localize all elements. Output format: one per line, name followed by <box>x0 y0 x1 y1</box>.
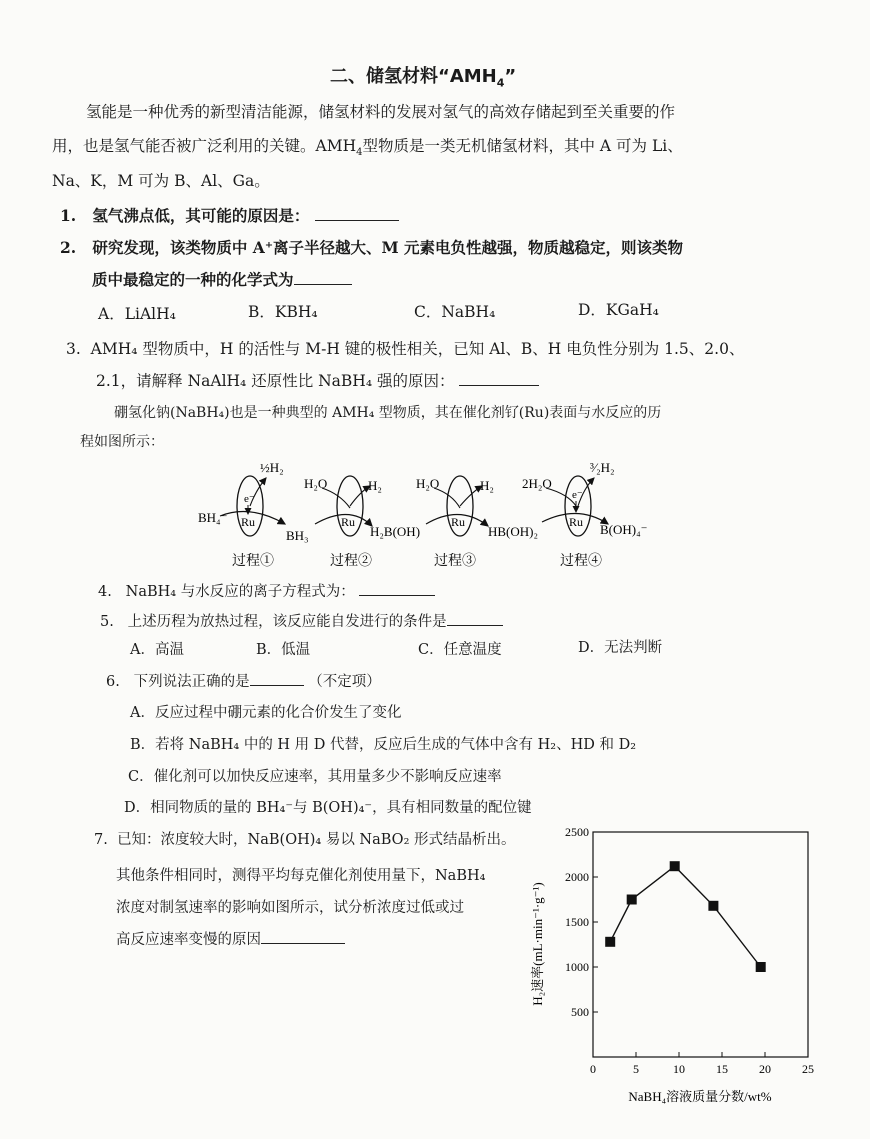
h2-rate-chart <box>520 820 830 1110</box>
q3-line-1: AMH₄ 型物质中，H 的活性与 M-H 键的极性相关，已知 Al、B、H 电负性分别为 1.5、2.0、 <box>90 340 745 358</box>
question-5 <box>100 610 503 631</box>
x-tick-label: 25 <box>802 1062 814 1076</box>
species-boh4: B(OH)₄⁻ <box>600 522 648 537</box>
q6-option-d[interactable]: D．相同物质的量的 BH₄⁻与 B(OH)₄⁻，具有相同数量的配位键 <box>124 800 532 816</box>
title-end: ” <box>504 66 517 87</box>
q4-number: 4. <box>98 584 112 600</box>
q3-number: 3. <box>66 340 81 358</box>
q5-option-a[interactable]: A．高温 <box>130 642 184 658</box>
x-tick-label: 20 <box>759 1062 771 1076</box>
ru-label-3: Ru <box>451 515 466 529</box>
q2-line-2-row <box>92 268 352 290</box>
x-tick-label: 5 <box>633 1062 639 1076</box>
intro-line-2b: 型物质是一类无机储氢材料，其中 A 可为 Li、 <box>362 137 683 155</box>
q5-text: 上述历程为放热过程，该反应能自发进行的条件是 <box>127 614 447 630</box>
q6-number: 6. <box>106 674 120 690</box>
x-tick-label: 0 <box>590 1062 596 1076</box>
q5-option-b[interactable]: B．低温 <box>256 642 311 658</box>
q4-text: NaBH₄ 与水反应的离子方程式为： <box>125 584 355 600</box>
step-label-2: 过程② <box>330 554 372 569</box>
q3-line-2-row <box>96 369 539 391</box>
data-point-marker <box>756 962 766 972</box>
q7-answer-blank[interactable] <box>261 929 345 944</box>
q2-option-c[interactable]: C．NaBH₄ <box>414 303 496 321</box>
q5-option-d[interactable]: D．无法判断 <box>578 640 663 656</box>
ru-label-2: Ru <box>341 515 356 529</box>
q7-number: 7. <box>94 832 108 848</box>
para2-line-2: 程如图所示： <box>80 434 164 450</box>
q1-text: 氢气沸点低，其可能的原因是： <box>92 206 310 225</box>
chart-y-axis-label: H₂速率(mL·min⁻¹·g⁻¹) <box>530 882 545 1006</box>
q1-number: 1. <box>60 206 77 225</box>
y-tick-label: 500 <box>571 1005 589 1019</box>
q7-line-4-row <box>116 928 345 949</box>
q2-line-2: 质中最稳定的一种的化学式为 <box>92 270 294 289</box>
series-line <box>610 866 761 967</box>
para2-line-1: 硼氢化钠(NaBH₄)也是一种典型的 AMH₄ 型物质，其在催化剂钌(Ru)表面与水反应的历 <box>114 405 662 421</box>
h2-out-3: H₂ <box>480 478 494 493</box>
q6-option-b[interactable]: B．若将 NaBH₄ 中的 H 用 D 代替，反应后生成的气体中含有 H₂、HD 和 D₂ <box>130 737 637 753</box>
h2-out-4: ³⁄₂H₂ <box>590 460 615 475</box>
q2-answer-blank[interactable] <box>294 270 352 285</box>
intro-line-2a: 用，也是氢气能否被广泛利用的关键。AMH <box>52 137 357 155</box>
q2-number: 2. <box>60 238 77 257</box>
chart-x-axis-label: NaBH₄溶液质量分数/wt% <box>628 1089 772 1104</box>
step-label-3: 过程③ <box>434 554 476 569</box>
intro-line-3: Na、K，M 可为 B、Al、Ga。 <box>52 172 270 190</box>
q5-answer-blank[interactable] <box>447 611 503 626</box>
species-bh4: BH₄⁻ <box>198 510 228 525</box>
q1-answer-blank[interactable] <box>315 206 399 221</box>
q2-option-b[interactable]: B．KBH₄ <box>248 303 318 321</box>
ru-label-4: Ru <box>569 515 584 529</box>
x-tick-label: 10 <box>673 1062 685 1076</box>
q2-option-d[interactable]: D．KGaH₄ <box>578 301 659 319</box>
chart-ticks <box>565 825 814 1076</box>
q7-line-3: 浓度对制氢速率的影响如图所示，试分析浓度过低或过 <box>116 900 464 916</box>
question-3 <box>66 337 744 359</box>
reaction-mechanism-diagram <box>190 450 670 575</box>
title-text: 二、储氢材料“AMH <box>330 66 497 87</box>
q6-note: （不定项） <box>308 674 381 690</box>
h2o-in-3: H₂O <box>416 476 440 491</box>
y-tick-label: 1500 <box>565 915 589 929</box>
chart-marks <box>605 861 766 972</box>
h2-out-2: H₂ <box>368 478 382 493</box>
q6-text: 下列说法正确的是 <box>133 674 250 690</box>
q5-option-c[interactable]: C．任意温度 <box>418 642 502 658</box>
intro-line-2: 用，也是氢气能否被广泛利用的关键。$AMH_4$型物质是一类无机储氢材料，其中 A 可为 Li、 <box>52 137 683 159</box>
x-tick-label: 15 <box>716 1062 728 1076</box>
q7-line-4: 高反应速率变慢的原因 <box>116 932 261 948</box>
data-point-marker <box>605 937 615 947</box>
q7-line-2: 其他条件相同时，测得平均每克催化剂使用量下，NaBH₄ <box>116 868 486 884</box>
species-hboh2: HB(OH)₂ <box>488 524 539 539</box>
step-label-4: 过程④ <box>560 554 602 569</box>
page-title <box>330 62 516 90</box>
species-bh3: BH₃ <box>286 528 309 543</box>
ru-label-1: Ru <box>241 515 256 529</box>
question-6 <box>106 670 381 691</box>
q3-answer-blank[interactable] <box>459 371 539 386</box>
y-tick-label: 1000 <box>565 960 589 974</box>
h2-out-1: ½H₂ <box>260 460 284 475</box>
q6-option-c[interactable]: C．催化剂可以加快反应速率，其用量多少不影响反应速率 <box>128 769 502 785</box>
electron-label-4: e⁻ <box>572 489 583 501</box>
question-1 <box>60 204 399 226</box>
q6-option-a[interactable]: A．反应过程中硼元素的化合价发生了变化 <box>130 705 402 721</box>
question-2 <box>60 236 683 258</box>
q3-line-2: 2.1，请解释 NaAlH₄ 还原性比 NaBH₄ 强的原因： <box>96 372 455 390</box>
step-label-1: 过程① <box>232 554 274 569</box>
data-point-marker <box>708 901 718 911</box>
intro-line-1: 氢能是一种优秀的新型清洁能源，储氢材料的发展对氢气的高效存储起到至关重要的作 <box>86 103 676 121</box>
data-point-marker <box>670 861 680 871</box>
chart-plot-frame <box>593 832 808 1057</box>
question-4 <box>98 580 435 601</box>
electron-label-1: e⁻ <box>244 493 255 505</box>
q4-answer-blank[interactable] <box>359 581 435 596</box>
title-sub: 4 <box>496 76 505 90</box>
q7-line-1: 已知：浓度较大时，NaB(OH)₄ 易以 NaBO₂ 形式结晶析出。 <box>117 832 516 848</box>
data-point-marker <box>627 895 637 905</box>
species-h2boh: H₂B(OH) <box>370 524 421 539</box>
q2-line-1: 研究发现，该类物质中 A⁺离子半径越大、M 元素电负性越强，物质越稳定，则该类物 <box>92 238 684 257</box>
y-tick-label: 2000 <box>565 870 589 884</box>
q6-answer-blank[interactable] <box>250 671 304 686</box>
y-tick-label: 2500 <box>565 825 589 839</box>
q5-number: 5. <box>100 614 114 630</box>
h2o-in-2: H₂O <box>304 476 328 491</box>
h2o-in-4: 2H₂O <box>522 476 552 491</box>
q2-option-a[interactable]: A．LiAlH₄ <box>98 305 176 323</box>
question-7 <box>94 828 516 849</box>
